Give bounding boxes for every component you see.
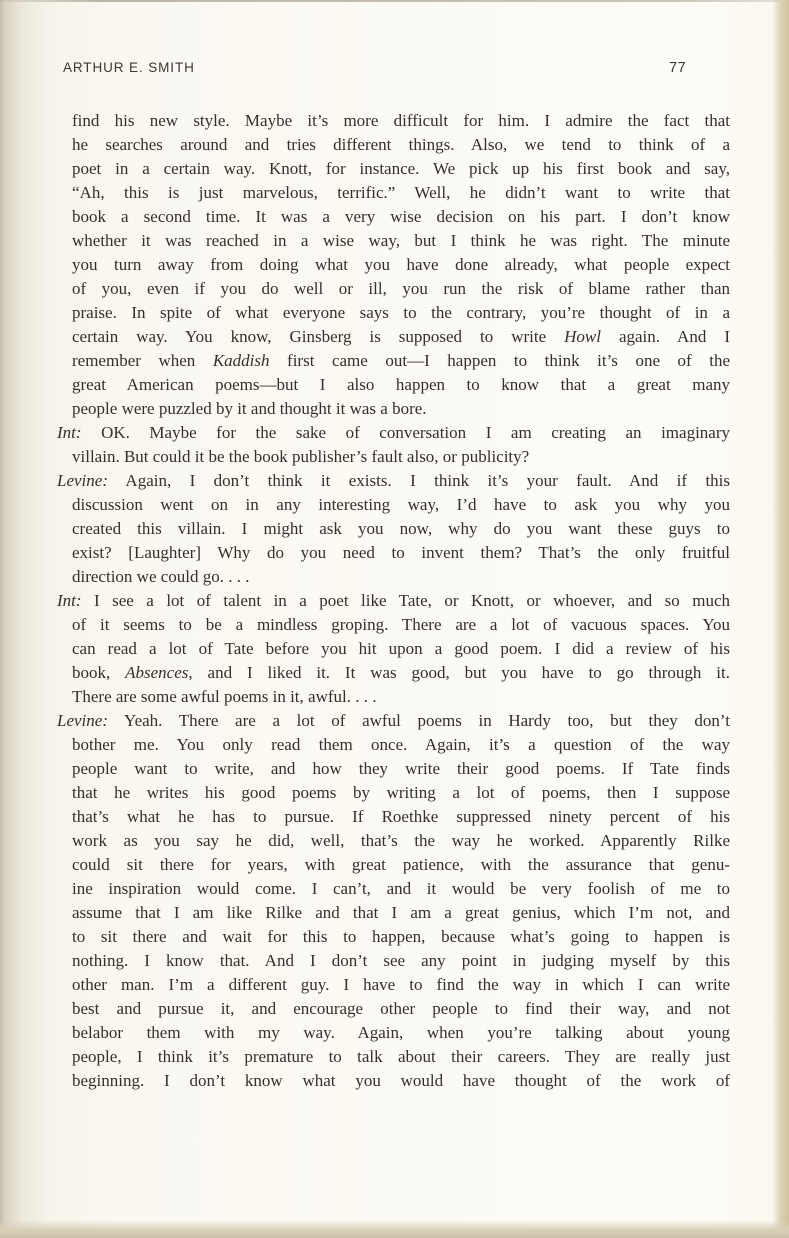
text-line [57, 589, 730, 613]
text-line [72, 685, 730, 709]
text-line [72, 1021, 730, 1045]
text-block [57, 109, 730, 1093]
text-line [72, 949, 730, 973]
text-line [57, 709, 730, 733]
text-segment: that he writes his good poems by writing a lot of poems, then I suppose [72, 783, 730, 802]
text-segment: to sit there and wait for this to happen, because what’s going to happen is [72, 927, 730, 946]
text-segment: exist? [Laughter] Why do you need to invent them? That’s the only fruitful [72, 543, 730, 562]
text-line [72, 901, 730, 925]
text-line [72, 877, 730, 901]
text-line [72, 637, 730, 661]
book-title: Howl [564, 327, 601, 346]
text-segment: poet in a certain way. Knott, for instance. We pick up his first book and say, [72, 159, 730, 178]
book-title: Kaddish [212, 351, 270, 370]
text-line [72, 541, 730, 565]
text-line [57, 421, 730, 445]
text-line [72, 373, 730, 397]
text-line [72, 325, 730, 349]
text-line [72, 397, 730, 421]
text-segment: praise. In spite of what everyone says to the contrary, you’re thought of in a [72, 303, 730, 322]
text-line [72, 229, 730, 253]
text-segment: , and I liked it. It was good, but you have to go through it. [188, 663, 731, 682]
text-segment: Again, I don’t think it exists. I think it’s your fault. And if this [107, 471, 730, 490]
text-segment: whether it was reached in a wise way, but I think he was right. The minute [72, 231, 730, 250]
text-line [72, 445, 730, 469]
text-segment: people were puzzled by it and thought it was a bore. [72, 399, 427, 418]
page-right-edge [772, 0, 789, 1238]
text-segment: Yeah. There are a lot of awful poems in Hardy too, but they don’t [107, 711, 730, 730]
text-segment: you turn away from doing what you have done already, what people expect [72, 255, 730, 274]
text-line [72, 109, 730, 133]
text-segment: remember when [72, 351, 213, 370]
running-head-author: ARTHUR E. SMITH [63, 60, 195, 75]
book-title: Absences [125, 663, 189, 682]
page-top-edge-shadow [0, 0, 789, 2]
speaker-label: Int: [57, 423, 82, 442]
text-segment: There are some awful poems in it, awful. . . . [72, 687, 377, 706]
text-line [72, 301, 730, 325]
text-segment: book, [72, 663, 126, 682]
text-line [72, 925, 730, 949]
text-line [72, 349, 730, 373]
text-line [72, 781, 730, 805]
text-segment: book a second time. It was a very wise decision on his part. I don’t know [72, 207, 730, 226]
text-segment: he searches around and tries different things. Also, we tend to think of a [72, 135, 730, 154]
text-line [72, 805, 730, 829]
speaker-label: Levine: [57, 471, 108, 490]
text-segment: I see a lot of talent in a poet like Tate, or Knott, or whoever, and so much [81, 591, 730, 610]
text-line [72, 613, 730, 637]
text-line [72, 517, 730, 541]
text-line [72, 973, 730, 997]
text-segment: direction we could go. . . . [72, 567, 250, 586]
text-segment: villain. But could it be the book publisher’s fault also, or publicity? [72, 447, 530, 466]
text-segment: assume that I am like Rilke and that I am a great genius, which I’m not, and [72, 903, 730, 922]
text-line [72, 997, 730, 1021]
text-line [72, 733, 730, 757]
page-header [63, 60, 730, 80]
paragraph [57, 469, 730, 589]
text-segment: ine inspiration would come. I can’t, and it would be very foolish of me to [72, 879, 730, 898]
paragraph [57, 589, 730, 709]
text-segment: great American poems—but I also happen to know that a great many [72, 375, 730, 394]
text-line [72, 853, 730, 877]
text-segment: bother me. You only read them once. Again, it’s a question of the way [72, 735, 730, 754]
text-segment: beginning. I don’t know what you would have thought of the work of [72, 1071, 730, 1090]
text-line [72, 277, 730, 301]
text-line [72, 253, 730, 277]
text-line [72, 757, 730, 781]
speaker-label: Int: [57, 591, 82, 610]
text-line [72, 133, 730, 157]
text-segment: of you, even if you do well or ill, you run the risk of blame rather than [72, 279, 730, 298]
text-segment: belabor them with my way. Again, when you’re talking about young [72, 1023, 730, 1042]
text-line [72, 1045, 730, 1069]
text-line [72, 565, 730, 589]
text-segment: of it seems to be a mindless groping. There are a lot of vacuous spaces. You [72, 615, 730, 634]
text-line [72, 829, 730, 853]
text-segment: work as you say he did, well, that’s the way he worked. Apparently Rilke [72, 831, 730, 850]
text-segment: created this villain. I might ask you now, why do you want these guys to [72, 519, 730, 538]
text-segment: could sit there for years, with great patience, with the assurance that genu- [72, 855, 730, 874]
text-segment: find his new style. Maybe it’s more difficult for him. I admire the fact that [72, 111, 730, 130]
text-line [72, 181, 730, 205]
page-bottom-edge [0, 1220, 789, 1238]
text-line [72, 493, 730, 517]
text-segment: other man. I’m a different guy. I have to find the way in which I can write [72, 975, 730, 994]
text-segment: OK. Maybe for the sake of conversation I am creating an imaginary [81, 423, 730, 442]
speaker-label: Levine: [57, 711, 108, 730]
text-segment: best and pursue it, and encourage other people to find their way, and not [72, 999, 730, 1018]
text-segment: can read a lot of Tate before you hit upon a good poem. I did a review of his [72, 639, 730, 658]
text-segment: nothing. I know that. And I don’t see any point in judging myself by this [72, 951, 730, 970]
text-line [72, 205, 730, 229]
paragraph [57, 421, 730, 469]
text-segment: that’s what he has to pursue. If Roethke suppressed ninety percent of his [72, 807, 730, 826]
text-segment: people, I think it’s premature to talk about their careers. They are really just [72, 1047, 730, 1066]
text-segment: first came out—I happen to think it’s one of the [269, 351, 730, 370]
text-segment: discussion went on in any interesting way, I’d have to ask you why you [72, 495, 730, 514]
text-segment: people want to write, and how they write their good poems. If Tate finds [72, 759, 730, 778]
text-line [72, 661, 730, 685]
text-segment: again. And I [600, 327, 730, 346]
text-line [57, 469, 730, 493]
text-line [72, 1069, 730, 1093]
paragraph [57, 109, 730, 421]
text-segment: certain way. You know, Ginsberg is supposed to write [72, 327, 565, 346]
page-number: 77 [669, 60, 687, 76]
text-segment: “Ah, this is just marvelous, terrific.” Well, he didn’t want to write that [72, 183, 730, 202]
paragraph [57, 709, 730, 1093]
text-line [72, 157, 730, 181]
